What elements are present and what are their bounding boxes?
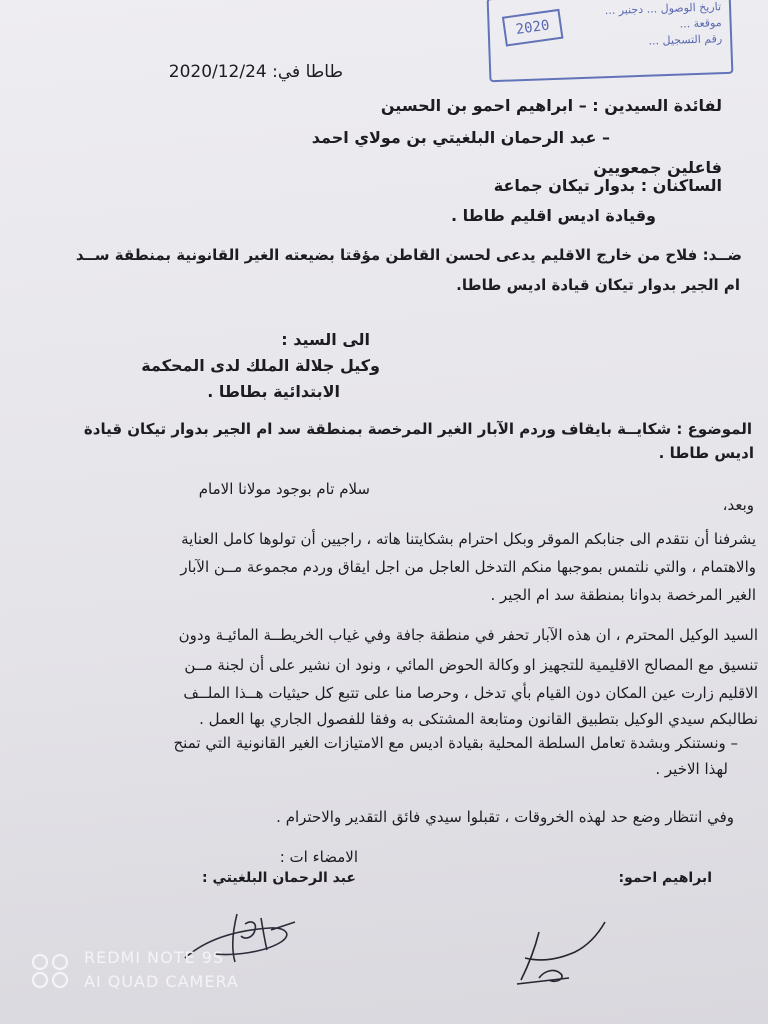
addressee-line-2: وكيل جلالة الملك لدى المحكمة xyxy=(141,356,380,375)
stamp-line-3: رقم التسجيل ... xyxy=(648,32,723,48)
paragraph-3-line-2: لهذا الاخير . xyxy=(655,760,728,778)
beneficiaries-line-1: لفائدة السيدين : – ابراهيم احمو بن الحسين xyxy=(380,96,722,115)
paragraph-1-line-1: يشرفنا أن نتقدم الى جنابكم الموقر وبكل احترام بشكايتنا هاته ، راجيين أن تولوها كامل العناية xyxy=(181,530,756,548)
watermark-line-1: REDMI NOTE 9S xyxy=(84,948,225,967)
camera-logo-icon xyxy=(30,952,72,990)
stamp-year: 2020 xyxy=(502,9,564,47)
paragraph-2-line-4: نطالبكم سيدي الوكيل بتطبيق القانون ومتابعة المشتكى به وفقا للفصول الجاري بها العمل . xyxy=(199,710,758,728)
stamp-line-2: موقعة ... xyxy=(679,16,722,31)
addressee-line-1: الى السيد : xyxy=(281,330,370,349)
addressee-line-3: الابتدائية بطاطا . xyxy=(207,382,340,401)
paragraph-1-line-3: الغير المرخصة بدوانا بمنطقة سد ام الجير . xyxy=(490,586,756,604)
subject-line-1: الموضوع : شكايــة بايقاف وردم الآبار الغير المرخصة بمنطقة سد ام الجير بدوار تيكان قيادة xyxy=(83,420,752,438)
reception-stamp xyxy=(487,0,734,82)
signatures-title: الامضاء ات : xyxy=(279,848,358,866)
date-line: طاطا في: 2020/12/24 xyxy=(168,62,343,82)
paragraph-2-line-1: السيد الوكيل المحترم ، ان هذه الآبار تحفر في منطقة جافة وفي غياب الخريطــة المائيـة ودون xyxy=(178,626,758,644)
subject-line-2: اديس طاطا . xyxy=(658,444,754,462)
signature-1-image xyxy=(505,908,615,992)
signer-1-name: ابراهيم احمو: xyxy=(618,870,712,886)
after-line: وبعد، xyxy=(722,496,754,514)
paragraph-2-line-2: تنسيق مع المصالح الاقليمية للتجهيز او وكالة الحوض المائي ، ونود ان نشير على أن لجنة مــن xyxy=(184,656,758,674)
residence-line-2: وقيادة اديس اقليم طاطا . xyxy=(450,206,656,225)
closing-line: وفي انتظار وضع حد لهذه الخروقات ، تقبلوا سيدي فائق التقدير والاحترام . xyxy=(276,808,734,826)
stamp-line-1: تاريخ الوصول ... دجنبر ... xyxy=(604,0,722,18)
signature-2-image xyxy=(175,900,305,980)
greeting-line: سلام تام بوجود مولانا الامام xyxy=(198,480,370,498)
paragraph-2-line-3: الاقليم زارت عين المكان دون القيام بأي تدخل ، وحرصا منا على تتبع كل حيثيات هــذا الملــف xyxy=(183,684,758,702)
signer-2-name: عبد الرحمان البلغيتي : xyxy=(201,870,356,886)
paragraph-1-line-2: والاهتمام ، والتي نلتمس بموجبها منكم التدخل العاجل من اجل ايقاق وردم مجموعة مــن الآبار xyxy=(180,558,756,576)
watermark-line-2: AI QUAD CAMERA xyxy=(84,972,239,991)
residence-line-1: الساكنان : بدوار تيكان جماعة xyxy=(493,176,722,195)
paragraph-3-line-1: – ونستنكر وبشدة تعامل السلطة المحلية بقيادة اديس مع الامتيازات الغير القانونية التي تمنح xyxy=(173,734,738,752)
beneficiaries-line-2: – عبد الرحمان البلغيتي بن مولاي احمد xyxy=(311,128,610,147)
against-line-2: ام الجير بدوار تيكان قيادة اديس طاطا. xyxy=(456,276,740,294)
role-line: فاعلين جمعويين xyxy=(593,158,722,177)
against-line-1: ضــد: فلاح من خارج الاقليم يدعى لحسن القاطن مؤقتا بضيعته الغير القانونية بمنطقة ســد xyxy=(75,246,742,264)
